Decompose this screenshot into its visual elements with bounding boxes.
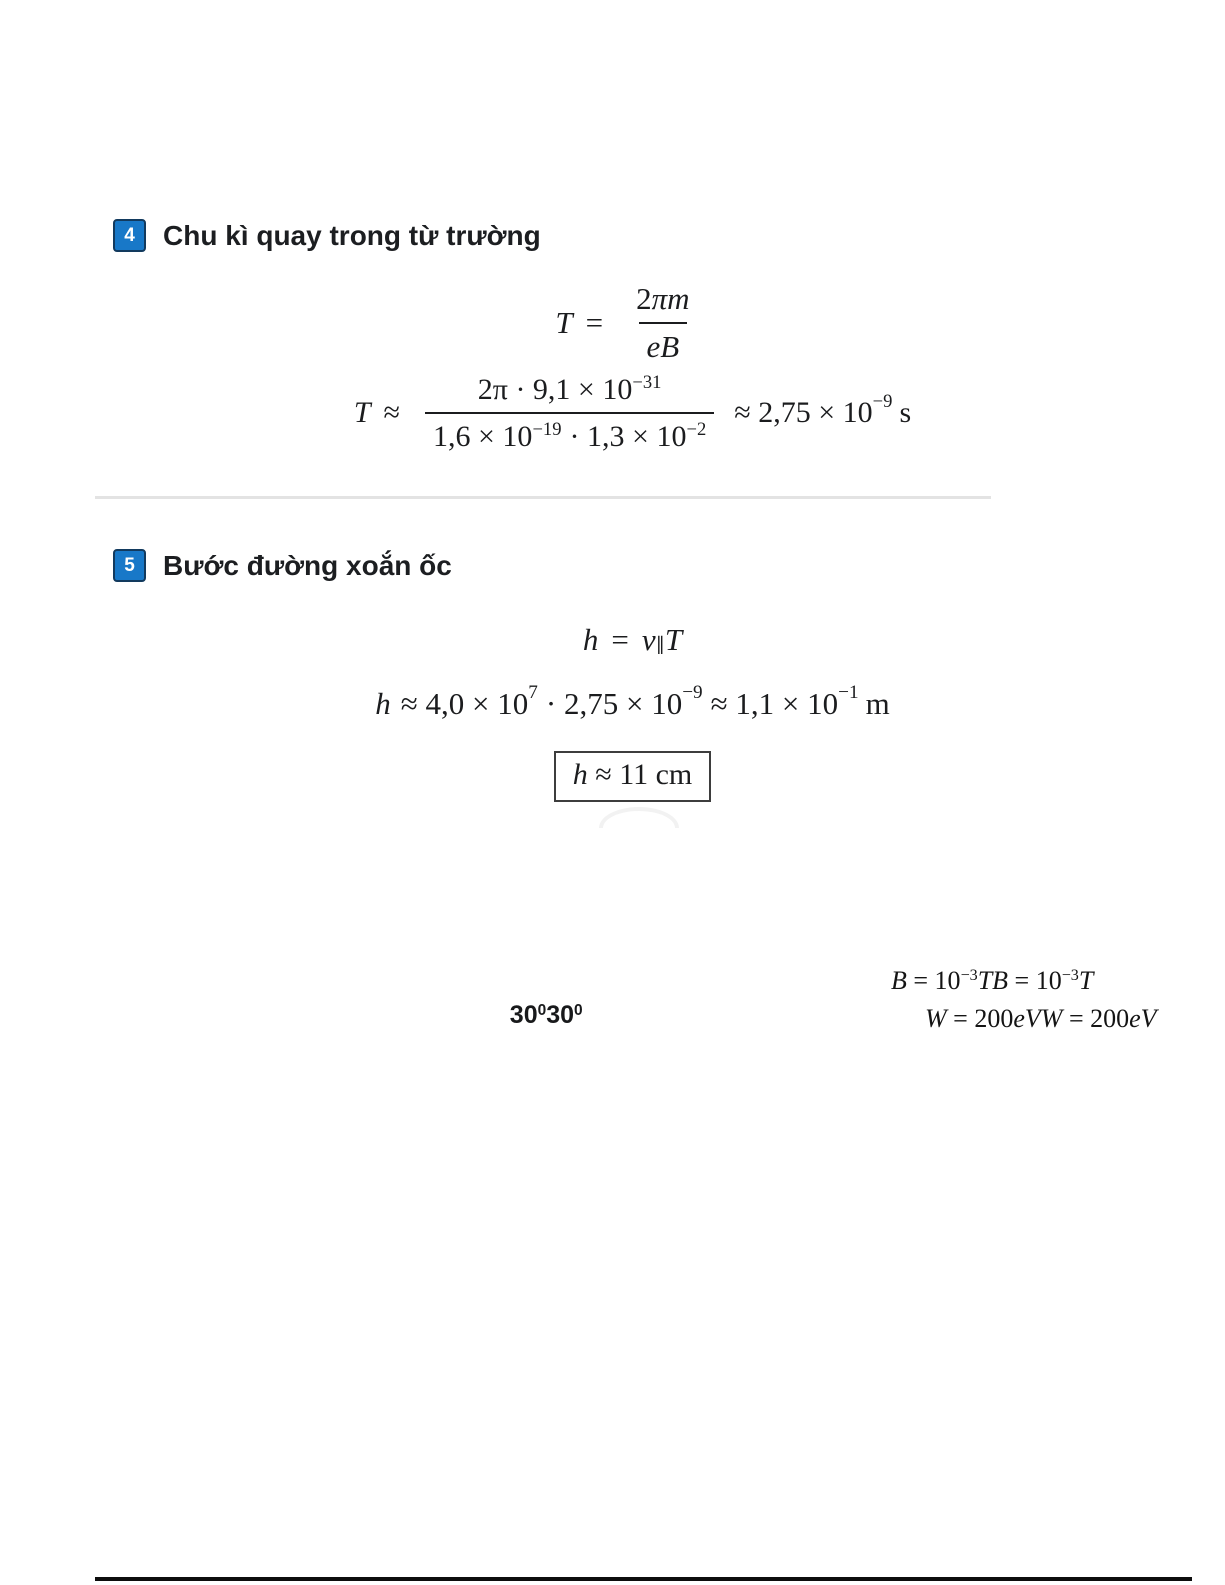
f2-den-exponent2: −2 [686, 419, 707, 441]
f2-numerator [470, 370, 670, 412]
bottom-edge-bar [95, 1577, 1192, 1581]
b-var-1: B [891, 966, 907, 995]
b-part-2: = 10 [1008, 966, 1062, 995]
f4-lhs-var: h [375, 686, 391, 721]
angle-sup-1: 0 [537, 1002, 547, 1020]
answer-row [95, 746, 1170, 806]
f2-fraction [425, 370, 714, 456]
f3-equals-sign: = [611, 622, 629, 657]
f4-exponent2: −9 [682, 681, 703, 703]
f1-denominator: eB [639, 322, 688, 367]
f2-lhs-var: T [353, 396, 371, 429]
section-5-badge: 5 [113, 549, 146, 582]
f4-part2: · 2,75 × 10 [545, 686, 683, 721]
f3-velocity-var: v [641, 622, 656, 657]
section-5-heading [113, 549, 452, 582]
section-5-title: Bước đường xoắn ốc [163, 549, 452, 581]
f4-part3: ≈ 1,1 × 10 [710, 686, 839, 721]
f2-den-part1: 1,6 × 10 [433, 420, 533, 453]
section-4-title: Chu kì quay trong từ trường [163, 219, 541, 251]
f1-equals-sign: = [585, 305, 604, 340]
angle-value-2: 30 [546, 1001, 575, 1029]
angle-value-1: 30 [509, 1001, 538, 1029]
w-part-1: = 200 [946, 1004, 1014, 1033]
b-exponent-1: −3 [960, 966, 978, 984]
f2-den-part2: · 1,3 × 10 [569, 420, 687, 453]
f4-exponent3: −1 [838, 681, 859, 703]
f2-denominator [425, 412, 714, 456]
f1-num-vars: πm [651, 280, 690, 316]
w-part-2: = 200 [1062, 1004, 1130, 1033]
b-var-2: TB [977, 966, 1009, 995]
w-unit-2: eV [1129, 1004, 1157, 1033]
loading-arc-icon [599, 807, 679, 828]
f2-approx-sign: ≈ [383, 396, 401, 429]
formula-pitch-calculation [95, 678, 1170, 730]
formula-period-definition [95, 280, 1170, 364]
f2-result-unit: s [899, 396, 912, 429]
b-exponent-2: −3 [1061, 966, 1079, 984]
section-divider [95, 496, 991, 499]
b-var-3: T [1078, 966, 1094, 995]
energy-text [899, 974, 1157, 1064]
f1-fraction [628, 279, 697, 368]
f4-part1: ≈ 4,0 × 10 [400, 686, 529, 721]
section-4-heading [113, 219, 541, 252]
f1-lhs-var: T [555, 305, 573, 340]
angle-sup-2: 0 [574, 1002, 583, 1020]
angle-text [482, 972, 583, 1059]
b-part-1: = 10 [906, 966, 961, 995]
f3-parallel-subscript: ∥ [655, 634, 665, 656]
f1-num-coef: 2 [636, 280, 652, 316]
f2-result-exponent: −9 [872, 391, 893, 413]
f3-lhs-var: h [582, 622, 599, 657]
f1-numerator [628, 279, 697, 322]
f3-period-var: T [664, 622, 683, 657]
formula-pitch-definition [95, 614, 1170, 666]
f2-num-main: 2π · 9,1 × 10 [477, 373, 633, 406]
f2-result: ≈ 2,75 × 10 [734, 396, 873, 429]
answer-box [554, 751, 712, 802]
section-4-badge: 4 [113, 219, 146, 252]
f2-num-exponent: −31 [632, 372, 662, 394]
answer-value: ≈ 11 cm [587, 757, 693, 791]
w-unit-1: eV [1013, 1004, 1041, 1033]
f2-den-exponent1: −19 [532, 419, 562, 441]
f4-exponent1: 7 [528, 681, 538, 703]
formula-period-calculation [95, 368, 1170, 458]
f4-unit: m [865, 686, 890, 721]
answer-var: h [572, 757, 588, 791]
w-var-2: W [1040, 1004, 1063, 1033]
w-var-1: W [925, 1004, 947, 1033]
